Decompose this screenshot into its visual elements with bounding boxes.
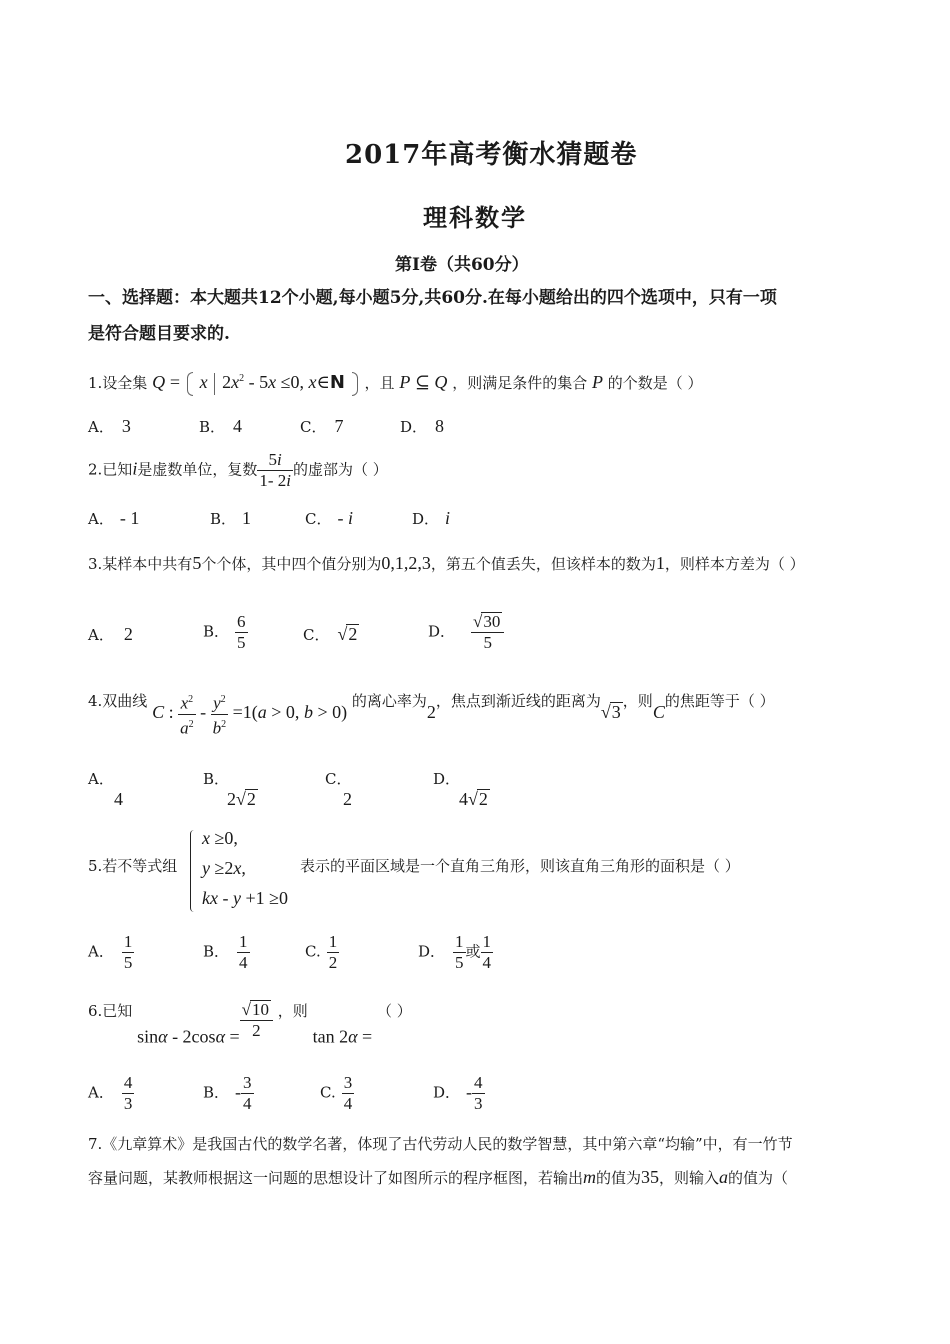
q1-eq: =: [169, 372, 181, 392]
q1-option-d: D． 8: [400, 416, 445, 436]
q4-option-d: D． 4√2: [433, 770, 488, 809]
question-7-line2: 容量问题，某教师根据这一问题的思想设计了如图所示的程序框图，若输出m的值为35，则输入a的值为（: [88, 1167, 789, 1187]
q4-option-a: A． 4: [88, 770, 123, 809]
q5-option-a: A． $\frac{1}{5}$: [88, 932, 133, 972]
q2-end: 的虚部为（ ）: [293, 460, 388, 479]
q1-prefix: 1.设全集: [88, 374, 148, 392]
q3-option-d: D． $\frac{√30}{5}$: [428, 612, 504, 653]
q6-option-b: B． - $\frac{3}{4}$: [203, 1073, 252, 1113]
q1-set-q: Q: [152, 372, 166, 392]
q1-right-brace: [352, 372, 358, 396]
exam-title: 2017年高考衡水猜题卷: [345, 140, 638, 170]
q1-end: 的个数是（ ）: [607, 374, 703, 392]
q1-left-brace: [187, 372, 193, 396]
question-2: [88, 450, 388, 491]
q5-option-b: B． $\frac{1}{4}$: [203, 932, 248, 972]
section-heading-line1: 一、选择题：本大题共12个小题,每小题5分,共60分.在每小题给出的四个选项中，只有一项: [88, 288, 777, 308]
q1-option-c: C． 7: [300, 416, 344, 436]
q1-x: x: [199, 372, 208, 392]
question-1: 1.设全集 Q = x $2x^2 - 5x \le 0$, x∈N ，且 P ⊆ Q ，则满足条件的集合 P 的个数是（ ）: [88, 368, 703, 396]
q2-option-c: C． - i: [305, 508, 353, 528]
q6-option-d: D． - $\frac{4}{3}$: [433, 1073, 483, 1113]
q3-option-b: B． $\frac{6}{5}$: [203, 612, 246, 652]
q2-option-a: A． - 1: [88, 508, 140, 528]
q1-subset: P: [399, 372, 411, 392]
q1-suffix: ，则满足条件的集合: [452, 374, 588, 392]
q2-option-b: B． 1: [210, 508, 252, 528]
q4-option-b: B． 2√2: [203, 770, 256, 809]
q6-option-a: A． $\frac{4}{3}$: [88, 1073, 133, 1113]
question-3: 3.某样本中共有5个个体，其中四个值分别为0,1,2,3，第五个值丢失，但该样本的数为1，则样本方差为（ ）: [88, 553, 805, 573]
volume-heading: 第Ⅰ卷（共60分）: [395, 255, 529, 275]
q1-option-a: A． 3: [88, 416, 131, 436]
exam-subtitle: 理科数学: [423, 203, 527, 232]
q1-mid: ，且: [364, 374, 395, 392]
q5-prefix: 5.若不等式组: [88, 857, 178, 875]
q5-option-c: C. $\frac{1}{2}$: [305, 932, 338, 972]
question-6: 6.已知 sinα - 2cosα = $\frac{√10}{2}$ ，则 tan 2α = （ ）: [88, 1000, 412, 1047]
section-heading-line2: 是符合题目要求的.: [88, 324, 230, 344]
q5-option-d: D． $\frac{1}{5}$ 或 $\frac{1}{4}$: [418, 932, 492, 972]
q5-inequality-system: x ≥0, y ≥2x, kx - y +1 ≥0: [190, 828, 310, 916]
q6-option-c: C. $\frac{3}{4}$: [320, 1073, 353, 1113]
q3-option-c: C． √2: [303, 624, 358, 644]
question-4: 4.双曲线 C : $\frac{x^2}{a^2}$ - $\frac{y^2}{b^2}$ =1(a > 0, b > 0) 的离心率为2，焦点到渐近线的距离为√3，则C的焦距等于（ ）: [88, 692, 775, 738]
q1-option-b: B． 4: [199, 416, 243, 436]
q3-option-a: A． 2: [88, 624, 133, 644]
q4-option-c: C． 2: [325, 770, 352, 809]
q2-prefix: 2.已知: [88, 460, 133, 479]
q1-condition: $2x^2 - 5x \le 0$, x∈: [222, 372, 330, 392]
q5-text: 表示的平面区域是一个直角三角形，则该直角三角形的面积是（ ）: [300, 857, 740, 875]
q2-mid: 是虚数单位，复数: [137, 460, 258, 479]
q2-fraction: $\frac{5i}{1- 2i}$: [259, 450, 291, 490]
q1-p: P: [591, 372, 603, 392]
q1-naturals: N: [329, 372, 345, 393]
question-7-line1: 7.《九章算术》是我国古代的数学名著，体现了古代劳动人民的数学智慧，其中第六章“均输”中，有一竹节: [88, 1135, 793, 1153]
q2-i: i: [132, 458, 138, 479]
q2-option-d: D． i: [412, 508, 451, 528]
q1-bar: [214, 373, 215, 395]
q5-system-brace: [190, 830, 199, 912]
